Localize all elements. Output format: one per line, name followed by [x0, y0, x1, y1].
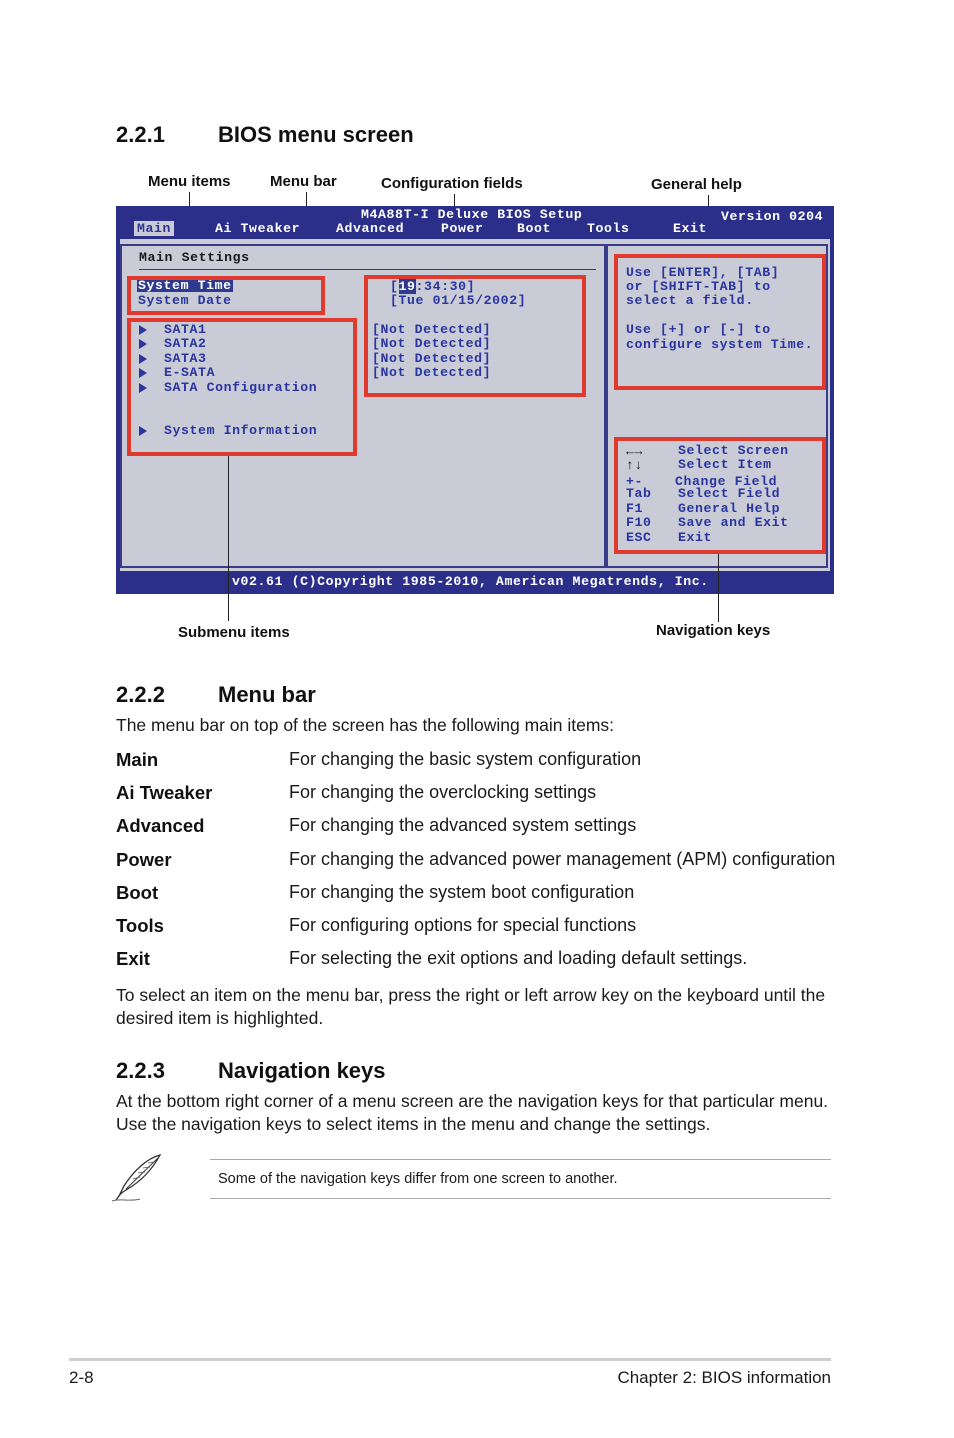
callout-navigation-keys: Navigation keys	[656, 622, 771, 639]
desc-tools: For configuring options for special functions	[289, 915, 637, 935]
submenu-esata[interactable]: E-SATA	[164, 365, 216, 380]
item-system-date[interactable]: System Date	[138, 293, 232, 308]
sata2-value: [Not Detected]	[372, 336, 492, 351]
time-rest: :34:30]	[415, 279, 476, 294]
section-title: BIOS menu screen	[218, 122, 414, 147]
bios-title: M4A88T-I Deluxe BIOS Setup	[361, 207, 583, 222]
section-number: 2.2.3	[116, 1058, 165, 1083]
callout-box-general-help	[614, 254, 826, 390]
esata-value: [Not Detected]	[372, 365, 492, 380]
term-main: Main	[116, 749, 159, 770]
bios-menu-exit[interactable]: Exit	[673, 221, 708, 236]
desc-advanced: For changing the advanced system settings	[289, 815, 637, 835]
desc-boot: For changing the system boot configuration	[289, 882, 635, 902]
term-ai-tweaker: Ai Tweaker	[116, 782, 213, 803]
callout-menu-bar: Menu bar	[270, 173, 337, 190]
callout-box-menu-items	[127, 276, 325, 315]
callout-menu-items: Menu items	[148, 173, 231, 190]
bios-menu-main[interactable]: Main	[134, 221, 174, 236]
page-number: 2-8	[69, 1368, 94, 1387]
help-line-4: Use [+] or [-] to	[626, 322, 771, 337]
submenu-system-information[interactable]: System Information	[164, 423, 318, 438]
nav-key-f10: F10	[626, 515, 652, 530]
callout-box-config-fields	[364, 275, 586, 397]
nav-key-esc: ESC	[626, 530, 652, 545]
bios-section-header: Main Settings	[139, 250, 250, 265]
bios-footer: v02.61 (C)Copyright 1985-2010, American Megatrends, Inc.	[232, 574, 709, 589]
help-line-2: or [SHIFT-TAB] to	[626, 279, 771, 294]
nav-action-select-item: Select Item	[678, 457, 772, 472]
callout-submenu-items: Submenu items	[178, 624, 290, 641]
nav-action-save-and-exit: Save and Exit	[678, 515, 789, 530]
section-number: 2.2.1	[116, 122, 165, 147]
section-number: 2.2.2	[116, 682, 165, 707]
bios-menu-ai-tweaker[interactable]: Ai Tweaker	[215, 221, 301, 236]
callout-box-submenu-items	[127, 318, 357, 456]
section-title: Menu bar	[218, 682, 316, 707]
nav-key-tab: Tab	[626, 486, 652, 501]
note-text: Some of the navigation keys differ from one screen to another.	[218, 1171, 618, 1187]
nav-action-select-field: Select Field	[678, 486, 781, 501]
callout-line-navigation-keys	[718, 554, 719, 622]
section-header-underline	[139, 269, 596, 270]
nav-action-change-field: Change Field	[675, 474, 778, 489]
nav-action-exit: Exit	[678, 530, 713, 545]
time-hour-highlight: 19	[398, 279, 416, 294]
term-exit: Exit	[116, 948, 150, 969]
callout-config-fields: Configuration fields	[381, 175, 523, 192]
help-line-3: select a field.	[626, 293, 754, 308]
sata1-value: [Not Detected]	[372, 322, 492, 337]
bios-menu-advanced[interactable]: Advanced	[336, 221, 405, 236]
term-advanced: Advanced	[116, 815, 205, 836]
help-line-5: configure system Time.	[626, 337, 814, 352]
callout-box-navigation-keys	[614, 437, 826, 554]
nav-key-plus-minus: +-	[626, 474, 644, 489]
note-bottom-rule	[210, 1198, 831, 1199]
callout-line-submenu-items	[228, 456, 229, 621]
section-title: Navigation keys	[218, 1058, 386, 1083]
term-boot: Boot	[116, 882, 159, 903]
bios-menu-power[interactable]: Power	[441, 221, 484, 236]
desc-power: For changing the advanced power management (APM) configuration	[289, 849, 836, 869]
field-system-date[interactable]: [Tue 01/15/2002]	[390, 293, 527, 308]
time-open-bracket: [	[390, 279, 399, 294]
nav-key-left-right-icon: ←→	[626, 444, 644, 459]
submenu-sata1[interactable]: SATA1	[164, 322, 207, 337]
sata3-value: [Not Detected]	[372, 351, 492, 366]
bios-menu-boot[interactable]: Boot	[517, 221, 552, 236]
submenu-sata-configuration[interactable]: SATA Configuration	[164, 380, 318, 395]
term-tools: Tools	[116, 915, 164, 936]
footer-rule	[69, 1358, 831, 1361]
callout-line-menu-bar	[306, 192, 307, 207]
item-system-time[interactable]: System Time	[138, 278, 232, 293]
nav-action-select-screen: Select Screen	[678, 443, 789, 458]
submenu-sata2[interactable]: SATA2	[164, 336, 207, 351]
navigation-body: At the bottom right corner of a menu screen are the navigation keys for that particular menu. Use the navigation keys to select items in the menu and change the settings.	[116, 1091, 829, 1134]
callout-general-help: General help	[651, 176, 742, 193]
desc-main: For changing the basic system configuration	[289, 749, 642, 769]
bios-version: Version 0204	[721, 209, 824, 224]
term-power: Power	[116, 849, 172, 870]
bios-menu-tools[interactable]: Tools	[587, 221, 630, 236]
desc-exit: For selecting the exit options and loading default settings.	[289, 948, 748, 968]
chapter-label: Chapter 2: BIOS information	[617, 1368, 831, 1387]
note-top-rule	[210, 1159, 831, 1160]
nav-action-general-help: General Help	[678, 501, 781, 516]
menu-bar-outro: To select an item on the menu bar, press the right or left arrow key on the keyboard until the desired item is highlighted.	[116, 985, 826, 1028]
nav-key-f1: F1	[626, 501, 644, 516]
menu-bar-intro: The menu bar on top of the screen has the following main items:	[116, 715, 615, 735]
submenu-sata3[interactable]: SATA3	[164, 351, 207, 366]
note-quill-icon	[110, 1152, 166, 1204]
desc-ai-tweaker: For changing the overclocking settings	[289, 782, 597, 802]
help-line-1: Use [ENTER], [TAB]	[626, 265, 780, 280]
nav-key-up-down-icon: ↑↓	[626, 458, 644, 473]
